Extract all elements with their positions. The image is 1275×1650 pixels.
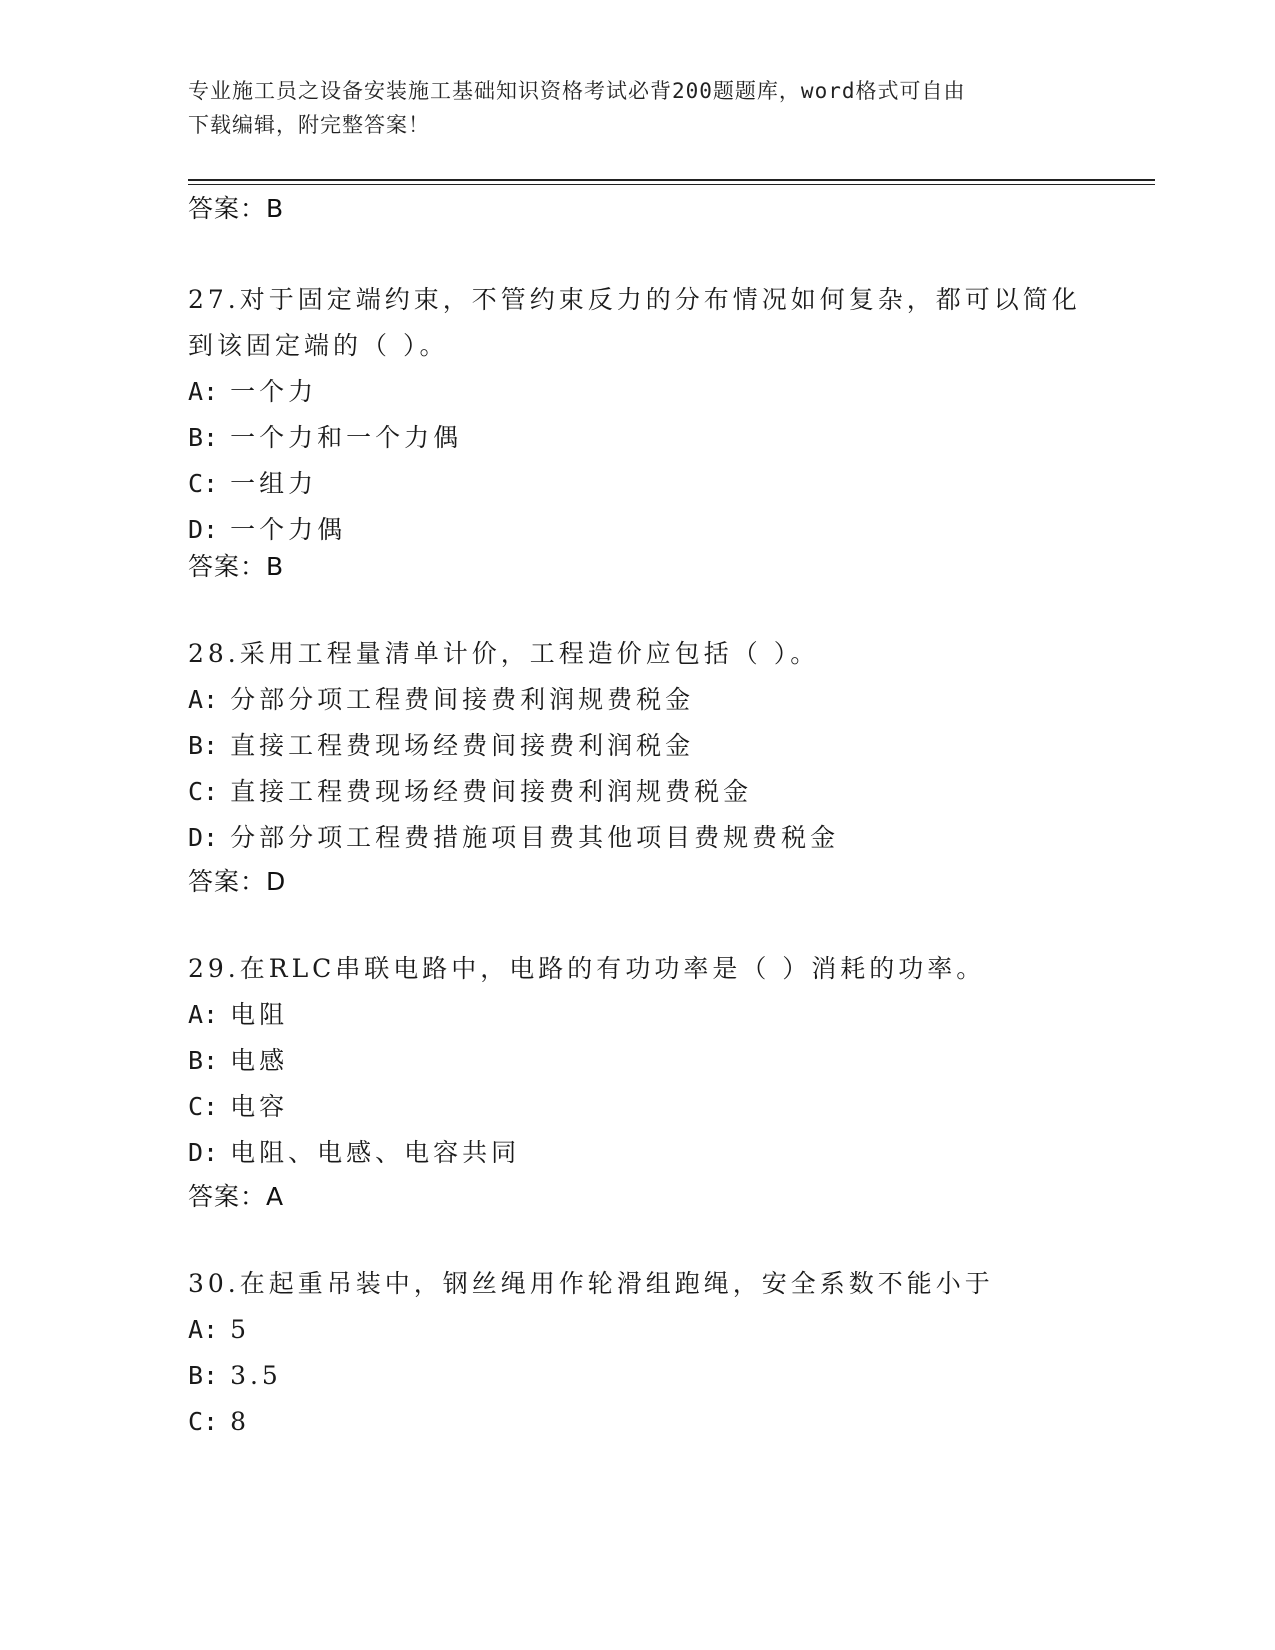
header-line-2: 下载编辑，附完整答案！ — [188, 113, 430, 137]
option-letter: A: — [188, 685, 219, 714]
option-text: 一组力 — [230, 469, 318, 498]
header-divider-thin — [188, 184, 1155, 185]
option-letter: C: — [188, 1092, 219, 1121]
header-line-1: 专业施工员之设备安装施工基础知识资格考试必背200题题库，word格式可自由 — [188, 79, 966, 103]
question-27 — [188, 277, 1088, 553]
option-letter: B: — [188, 1046, 219, 1075]
option-text: 直接工程费现场经费间接费利润税金 — [230, 731, 695, 760]
option-letter: B: — [188, 1361, 219, 1390]
question-29-option-c — [188, 1084, 1088, 1130]
option-text: 电容 — [230, 1092, 289, 1121]
option-text: 一个力和一个力偶 — [230, 423, 463, 452]
option-text: 分部分项工程费措施项目费其他项目费规费税金 — [230, 823, 840, 852]
option-text: 电阻、电感、电容共同 — [230, 1138, 521, 1167]
option-text: 5 — [230, 1315, 250, 1344]
option-letter: C: — [188, 777, 219, 806]
question-27-option-b — [188, 415, 1088, 461]
page-header — [188, 74, 1068, 142]
question-28-option-a — [188, 677, 1088, 723]
option-text: 电阻 — [230, 1000, 289, 1029]
question-27-stem-line-2: 到该固定端的（ ）。 — [188, 331, 449, 360]
question-30-option-b — [188, 1353, 1088, 1399]
option-letter: D: — [188, 515, 219, 544]
option-letter: C: — [188, 1407, 219, 1436]
question-30 — [188, 1261, 1088, 1445]
question-28 — [188, 631, 1088, 861]
option-letter: D: — [188, 823, 219, 852]
option-text: 一个力 — [230, 377, 318, 406]
question-29-option-a — [188, 992, 1088, 1038]
question-29-stem: 29.在RLC串联电路中，电路的有功功率是（ ）消耗的功率。 — [188, 954, 986, 983]
option-text: 一个力偶 — [230, 515, 347, 544]
question-30-option-c — [188, 1399, 1088, 1445]
question-27-stem-line-1: 27.对于固定端约束，不管约束反力的分布情况如何复杂，都可以简化 — [188, 285, 1081, 314]
header-divider-thick — [188, 179, 1155, 181]
question-27-option-a — [188, 369, 1088, 415]
answer-29: 答案：A — [188, 1182, 285, 1211]
answer-26: 答案：B — [188, 194, 285, 223]
option-letter: A: — [188, 1315, 219, 1344]
question-30-stem: 30.在起重吊装中，钢丝绳用作轮滑组跑绳，安全系数不能小于 — [188, 1269, 994, 1298]
option-letter: D: — [188, 1138, 219, 1167]
option-text: 电感 — [230, 1046, 289, 1075]
option-text: 分部分项工程费间接费利润规费税金 — [230, 685, 695, 714]
question-28-stem: 28.采用工程量清单计价，工程造价应包括（ ）。 — [188, 639, 820, 668]
option-letter: B: — [188, 731, 219, 760]
question-29-option-b — [188, 1038, 1088, 1084]
question-29-option-d — [188, 1130, 1088, 1176]
question-28-option-c — [188, 769, 1088, 815]
option-text: 8 — [230, 1407, 250, 1436]
question-29 — [188, 946, 1088, 1176]
answer-27: 答案：B — [188, 552, 285, 581]
answer-28: 答案：D — [188, 867, 287, 896]
question-27-option-d — [188, 507, 1088, 553]
option-text: 3.5 — [230, 1361, 282, 1390]
option-letter: B: — [188, 423, 219, 452]
option-letter: C: — [188, 469, 219, 498]
option-letter: A: — [188, 377, 219, 406]
option-letter: A: — [188, 1000, 219, 1029]
question-28-option-b — [188, 723, 1088, 769]
question-30-option-a — [188, 1307, 1088, 1353]
question-28-option-d — [188, 815, 1088, 861]
option-text: 直接工程费现场经费间接费利润规费税金 — [230, 777, 753, 806]
question-27-option-c — [188, 461, 1088, 507]
